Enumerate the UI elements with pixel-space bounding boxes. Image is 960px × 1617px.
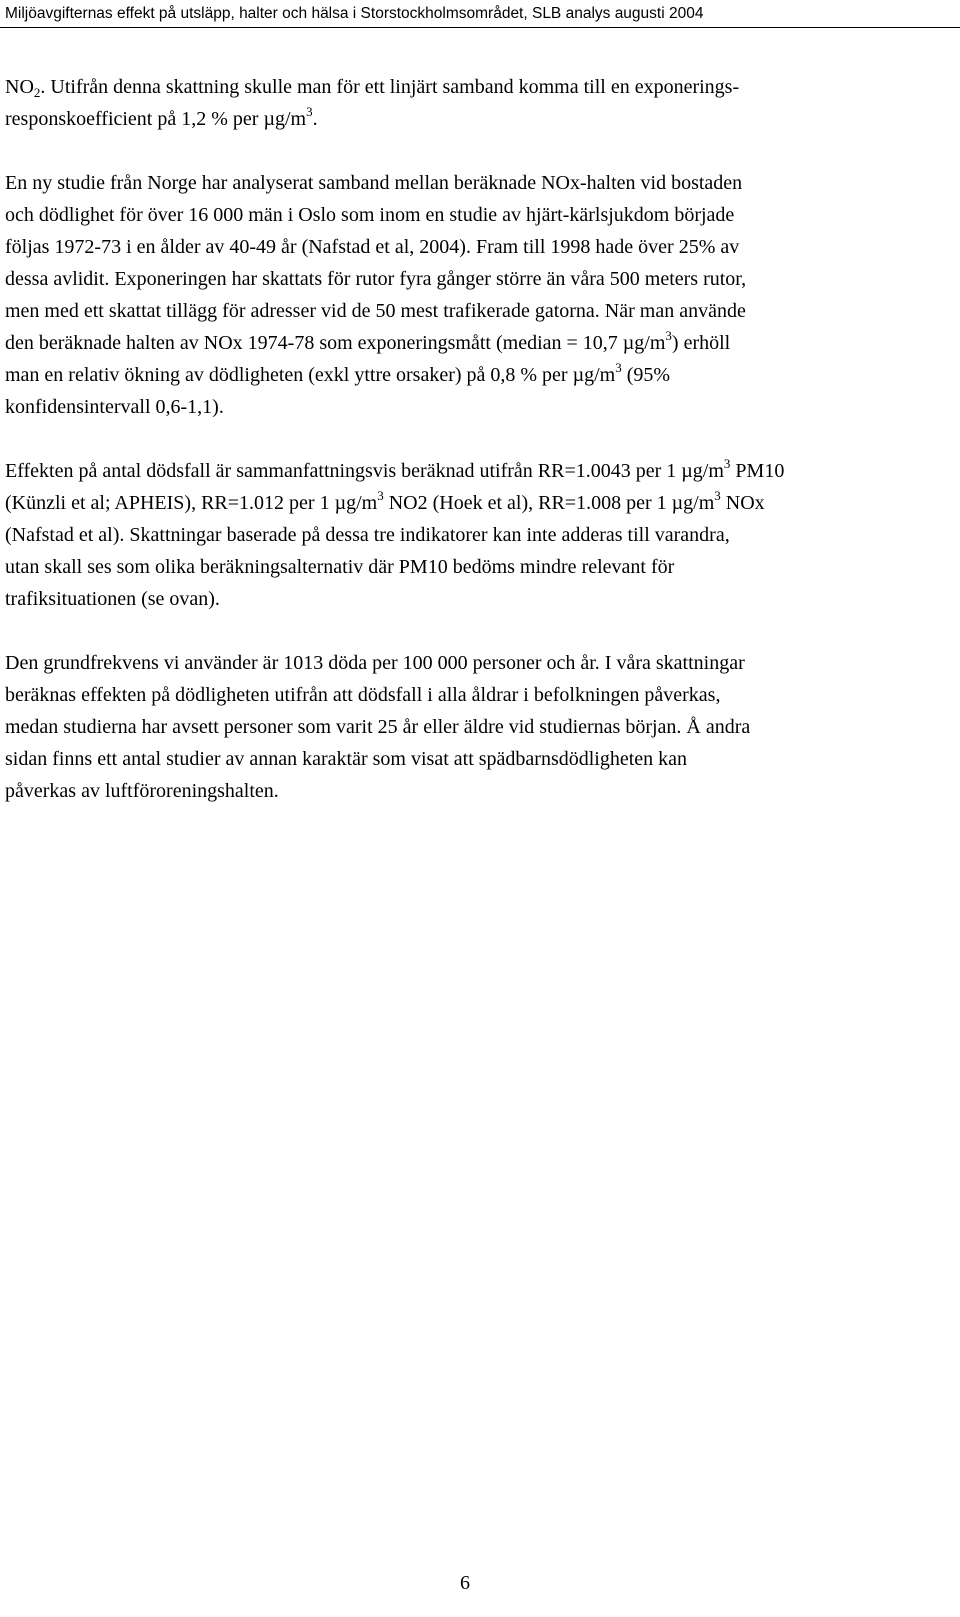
text-line: medan studierna har avsett personer som varit 25 år eller äldre vid studiernas början. Å andra	[5, 716, 751, 738]
document-body	[5, 71, 935, 839]
text-line: utan skall ses som olika beräkningsalternativ där PM10 bedöms mindre relevant för	[5, 556, 675, 578]
paragraph-no2-coefficient	[5, 71, 935, 135]
text-line: konfidensintervall 0,6-1,1).	[5, 396, 224, 418]
text-line: men med ett skattat tillägg för adresser vid de 50 mest trafikerade gatorna. När man använde	[5, 300, 746, 322]
text-line: den beräknade halten av NOx 1974-78 som exponeringsmått (median = 10,7 $\mu g/m^3$) erhöll	[5, 328, 731, 354]
page-number: 6	[460, 1572, 470, 1594]
header-divider	[0, 27, 960, 28]
text-line: Den grundfrekvens vi använder är 1013 döda per 100 000 personer och år. I våra skattningar	[5, 652, 745, 674]
header-title: Miljöavgifternas effekt på utsläpp, halter och hälsa i Storstockholmsområdet, SLB analys augusti 2004	[5, 5, 704, 22]
text-line: man en relativ ökning av dödligheten (exkl yttre orsaker) på 0,8 % per $\mu g/m^3$ (95%	[5, 360, 671, 386]
text-line: trafiksituationen (se ovan).	[5, 588, 220, 610]
paragraph-base-frequency	[5, 647, 935, 807]
text-line: följas 1972-73 i en ålder av 40-49 år (Nafstad et al, 2004). Fram till 1998 hade över 25% av	[5, 236, 740, 258]
paragraph-effect-summary	[5, 455, 935, 615]
text-line: påverkas av luftföroreningshalten.	[5, 780, 279, 802]
text-line: sidan finns ett antal studier av annan karaktär som visat att spädbarnsdödligheten kan	[5, 748, 688, 770]
text-line: Effekten på antal dödsfall är sammanfattningsvis beräknad utifrån RR=1.0043 per 1 $\mu g/m^3$ PM10	[5, 456, 785, 482]
text-line: (Künzli et al; APHEIS), RR=1.012 per 1 $\mu g/m^3$ NO2 (Hoek et al), RR=1.008 per 1 $\mu g/m^3$ NOx	[5, 488, 765, 514]
text-line: $NO_2$. Utifrån denna skattning skulle man för ett linjärt samband komma till en exponerings-	[5, 76, 740, 100]
text-line: och dödlighet för över 16 000 män i Oslo som inom en studie av hjärt-kärlsjukdom började	[5, 204, 735, 226]
running-header	[5, 4, 955, 24]
text-line: beräknas effekten på dödligheten utifrån att dödsfall i alla åldrar i befolkningen påverkas,	[5, 684, 721, 706]
text-line: responskoefficient på 1,2 % per $\mu g/m^3$.	[5, 104, 318, 130]
text-line: En ny studie från Norge har analyserat samband mellan beräknade NOx-halten vid bostaden	[5, 172, 743, 194]
text-line: (Nafstad et al). Skattningar baserade på dessa tre indikatorer kan inte adderas till varandra,	[5, 524, 730, 546]
paragraph-oslo-study	[5, 167, 935, 423]
text-line: dessa avlidit. Exponeringen har skattats för rutor fyra gånger större än våra 500 meters rutor,	[5, 268, 747, 290]
